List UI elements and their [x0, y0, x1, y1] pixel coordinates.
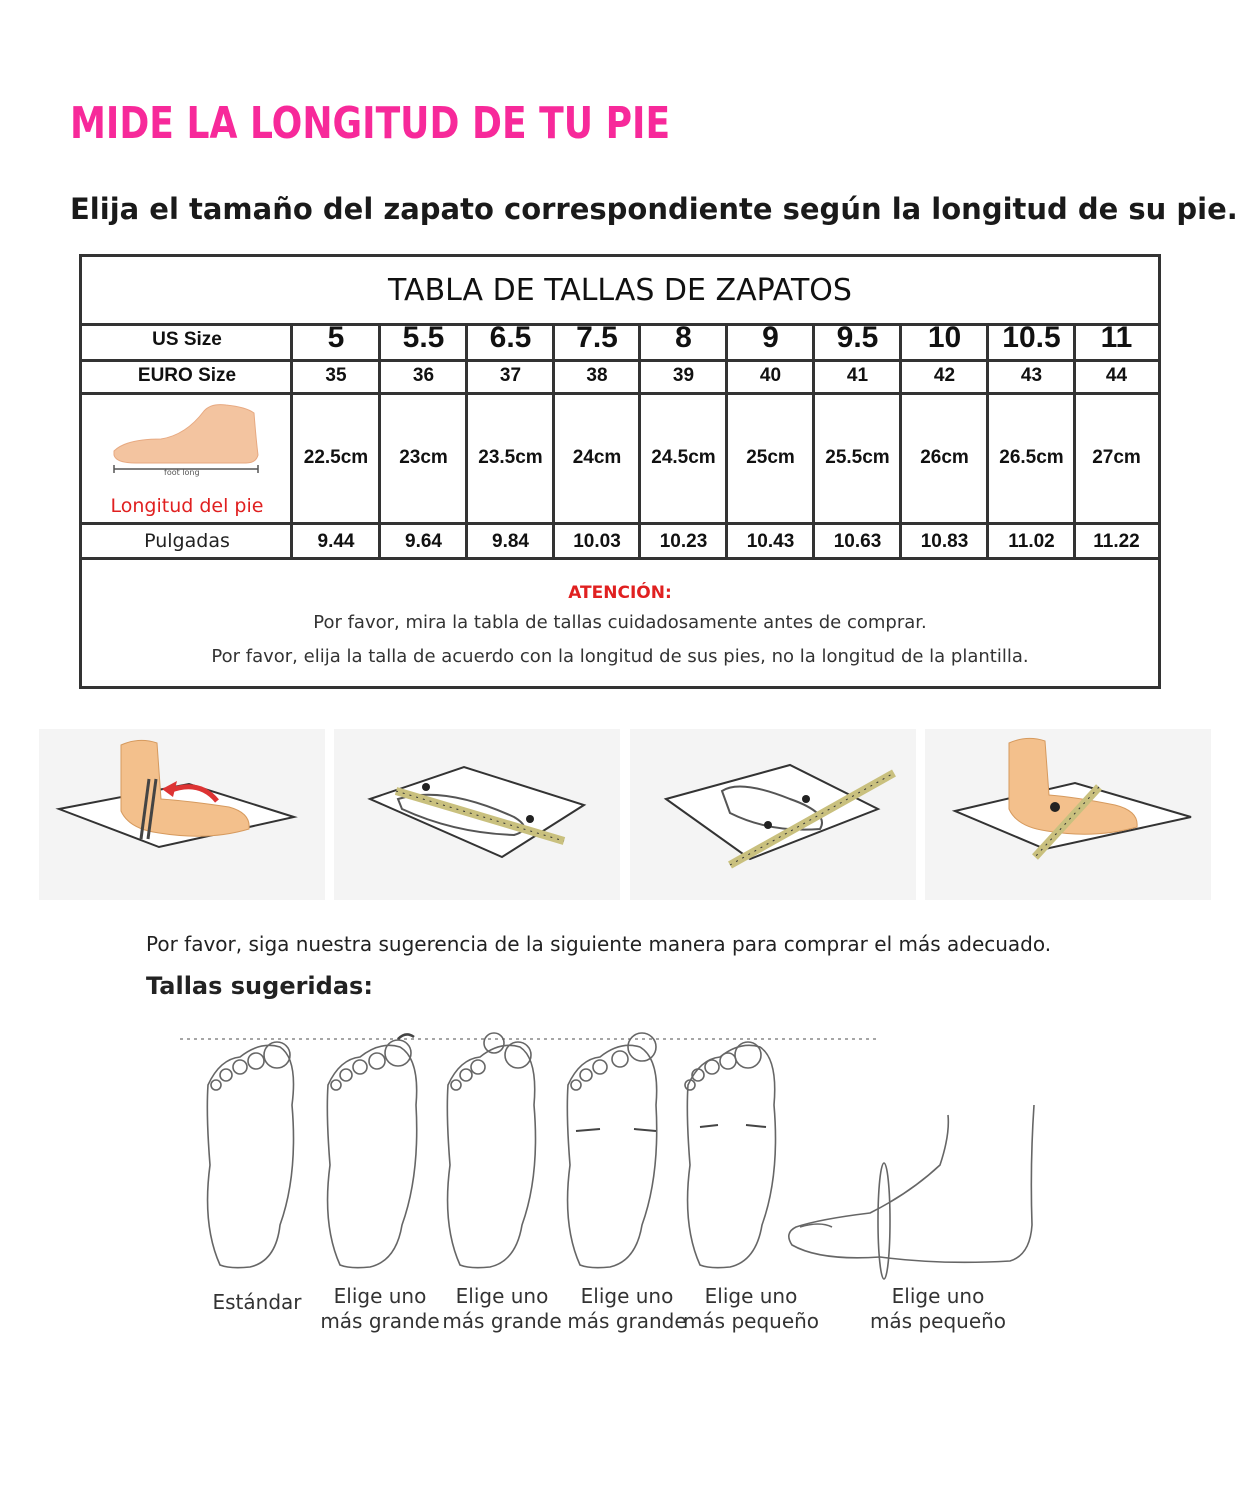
inches-value: 11.02: [1008, 531, 1055, 552]
fit-label-line-1: Elige uno: [455, 1284, 549, 1308]
page-title: MIDE LA LONGITUD DE TU PIE: [70, 98, 671, 149]
inches-value: 9.64: [405, 531, 442, 552]
table-divider: [82, 557, 1158, 560]
row-label-foot-length: Longitud del pie: [110, 495, 264, 517]
inches-value: 11.22: [1093, 531, 1140, 552]
us-size: 5: [327, 321, 345, 354]
euro-size: 36: [412, 365, 435, 386]
column-divider: [725, 323, 728, 560]
fit-label: [863, 1284, 1013, 1334]
fit-label: [676, 1284, 826, 1334]
table-title: TABLA DE TALLAS DE ZAPATOS: [388, 273, 852, 308]
euro-size: 39: [672, 365, 695, 386]
column-divider: [552, 323, 555, 560]
column-divider: [1073, 323, 1076, 560]
measure-step-2: [334, 729, 620, 900]
table-divider: [82, 392, 1158, 395]
foot-length-cm: 24cm: [572, 447, 622, 468]
fit-label-line-2: más grande: [567, 1309, 687, 1333]
fit-illustrations: [180, 1025, 880, 1285]
table-divider: [82, 522, 1158, 525]
us-size: 9: [762, 321, 779, 354]
inches-value: 10.43: [746, 531, 795, 552]
us-size: 7.5: [576, 321, 618, 354]
fit-label-line-1: Elige uno: [891, 1284, 985, 1308]
table-divider: [82, 359, 1158, 362]
measure-step-4: [925, 729, 1211, 900]
foot-caption: foot long: [164, 468, 200, 477]
euro-size: 44: [1105, 365, 1128, 386]
fit-label-line-1: Elige uno: [333, 1284, 427, 1308]
foot-illustration: [106, 399, 266, 479]
foot-length-cm: 26cm: [920, 447, 969, 468]
inches-value: 10.83: [920, 531, 969, 552]
attention-title: ATENCIÓN:: [568, 583, 672, 603]
foot-length-cm: 23.5cm: [478, 447, 543, 468]
attention-line-2: Por favor, elija la talla de acuerdo con la longitud de sus pies, no la longitud de la plantilla.: [211, 646, 1029, 667]
foot-length-cm: 25cm: [746, 447, 795, 468]
inches-value: 9.44: [317, 531, 355, 552]
suggestion-title: Tallas sugeridas:: [146, 972, 373, 1000]
column-divider: [638, 323, 641, 560]
page-subtitle: Elija el tamaño del zapato correspondiente según la longitud de su pie.: [70, 192, 1238, 226]
foot-length-cm: 23cm: [399, 447, 448, 468]
euro-size: 42: [933, 365, 956, 386]
fit-label-line-2: más pequeño: [682, 1309, 820, 1333]
row-label-euro: EURO Size: [137, 365, 237, 386]
euro-size: 43: [1020, 365, 1043, 386]
us-size: 11: [1100, 321, 1133, 354]
column-divider: [465, 323, 468, 560]
us-size: 8: [675, 321, 692, 354]
inches-value: 10.03: [573, 531, 621, 552]
inches-value: 10.23: [659, 531, 708, 552]
fit-label-line-2: más grande: [320, 1309, 440, 1333]
us-size: 10: [927, 321, 962, 354]
size-table: [79, 254, 1161, 689]
column-divider: [986, 323, 989, 560]
column-divider: [378, 323, 381, 560]
measure-step-1: [39, 729, 325, 900]
suggestion-text: Por favor, siga nuestra sugerencia de la siguiente manera para comprar el más adecuado.: [146, 932, 1052, 956]
inches-value: 9.84: [492, 531, 529, 552]
euro-size: 38: [586, 365, 608, 386]
us-size: 6.5: [489, 321, 532, 354]
attention-line-1: Por favor, mira la tabla de tallas cuidadosamente antes de comprar.: [313, 612, 927, 633]
foot-length-cm: 27cm: [1092, 447, 1141, 468]
fit-label-line-1: Estándar: [212, 1290, 302, 1314]
us-size: 10.5: [1002, 321, 1061, 354]
column-divider: [290, 323, 293, 560]
column-divider: [899, 323, 902, 560]
row-label-inches: Pulgadas: [144, 530, 230, 552]
side-foot-illustration: [780, 1095, 1040, 1285]
fit-label-line-1: Elige uno: [704, 1284, 798, 1308]
fit-label-line-2: más pequeño: [869, 1309, 1007, 1333]
fit-label-line-1: Elige uno: [580, 1284, 674, 1308]
fit-label-line-2: más grande: [442, 1309, 562, 1333]
euro-size: 37: [499, 365, 522, 386]
column-divider: [812, 323, 815, 560]
inches-value: 10.63: [833, 531, 882, 552]
euro-size: 41: [846, 365, 869, 386]
foot-length-cm: 24.5cm: [651, 447, 716, 468]
foot-length-cm: 26.5cm: [999, 447, 1064, 468]
foot-length-cm: 25.5cm: [825, 447, 890, 468]
euro-size: 40: [759, 365, 782, 386]
row-label-us: US Size: [152, 329, 222, 350]
measure-step-3: [630, 729, 916, 900]
euro-size: 35: [325, 365, 347, 386]
us-size: 5.5: [402, 321, 445, 354]
foot-length-cm: 22.5cm: [303, 447, 369, 468]
us-size: 9.5: [836, 321, 879, 354]
